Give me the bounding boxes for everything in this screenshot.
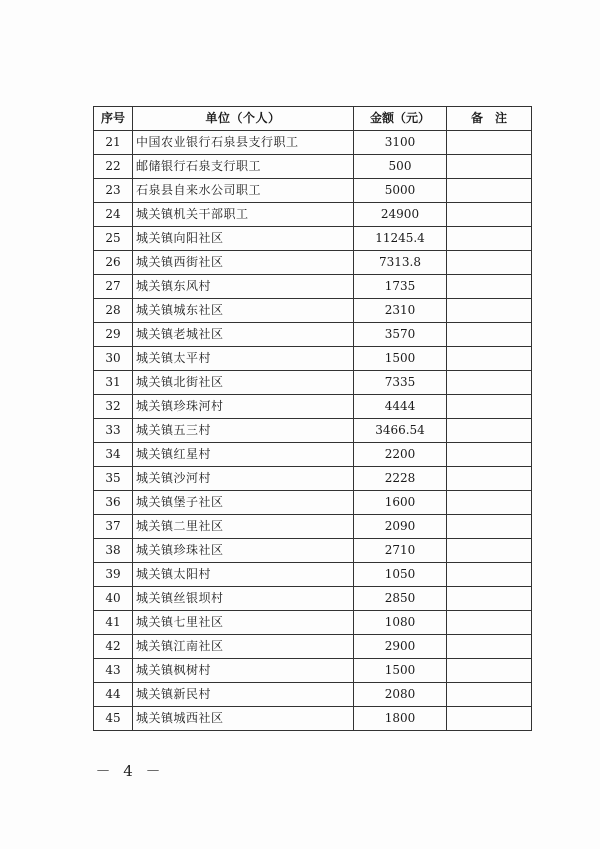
row-amount: 2850 xyxy=(354,587,447,611)
page-number: － 4 － xyxy=(95,762,165,780)
row-amount: 7335 xyxy=(354,371,447,395)
row-amount: 3466.54 xyxy=(354,419,447,443)
row-index: 31 xyxy=(94,371,133,395)
table-row xyxy=(94,467,532,491)
row-unit: 邮储银行石泉支行职工 xyxy=(133,155,354,179)
row-amount: 2900 xyxy=(354,635,447,659)
row-amount: 2200 xyxy=(354,443,447,467)
table-row xyxy=(94,155,532,179)
table-row xyxy=(94,443,532,467)
row-unit: 城关镇西街社区 xyxy=(133,251,354,275)
row-index: 21 xyxy=(94,131,133,155)
row-index: 43 xyxy=(94,659,133,683)
table-row xyxy=(94,227,532,251)
row-amount: 2228 xyxy=(354,467,447,491)
row-unit: 城关镇老城社区 xyxy=(133,323,354,347)
row-note xyxy=(447,707,532,731)
row-amount: 2710 xyxy=(354,539,447,563)
row-index: 22 xyxy=(94,155,133,179)
table-row xyxy=(94,683,532,707)
row-note xyxy=(447,539,532,563)
row-note xyxy=(447,587,532,611)
row-index: 44 xyxy=(94,683,133,707)
table-row xyxy=(94,635,532,659)
table-header-row xyxy=(94,107,532,131)
table-row xyxy=(94,299,532,323)
row-amount: 1500 xyxy=(354,347,447,371)
table-row xyxy=(94,659,532,683)
row-unit: 城关镇太阳村 xyxy=(133,563,354,587)
row-unit: 城关镇丝银坝村 xyxy=(133,587,354,611)
header-amount: 金额（元） xyxy=(354,107,447,131)
row-index: 33 xyxy=(94,419,133,443)
row-amount: 11245.4 xyxy=(354,227,447,251)
table-row xyxy=(94,539,532,563)
row-amount: 24900 xyxy=(354,203,447,227)
row-note xyxy=(447,683,532,707)
row-index: 41 xyxy=(94,611,133,635)
row-index: 23 xyxy=(94,179,133,203)
row-index: 42 xyxy=(94,635,133,659)
row-note xyxy=(447,203,532,227)
row-note xyxy=(447,659,532,683)
row-amount: 1735 xyxy=(354,275,447,299)
table-row xyxy=(94,203,532,227)
row-note xyxy=(447,155,532,179)
row-index: 39 xyxy=(94,563,133,587)
row-index: 26 xyxy=(94,251,133,275)
table-row xyxy=(94,611,532,635)
row-unit: 城关镇机关干部职工 xyxy=(133,203,354,227)
table-row xyxy=(94,707,532,731)
row-unit: 城关镇珍珠河村 xyxy=(133,395,354,419)
row-index: 32 xyxy=(94,395,133,419)
row-unit: 城关镇二里社区 xyxy=(133,515,354,539)
row-amount: 1800 xyxy=(354,707,447,731)
row-index: 38 xyxy=(94,539,133,563)
table-row xyxy=(94,587,532,611)
row-unit: 石泉县自来水公司职工 xyxy=(133,179,354,203)
row-amount: 2310 xyxy=(354,299,447,323)
table-row xyxy=(94,563,532,587)
row-note xyxy=(447,275,532,299)
row-note xyxy=(447,395,532,419)
row-amount: 5000 xyxy=(354,179,447,203)
row-index: 45 xyxy=(94,707,133,731)
row-unit: 城关镇沙河村 xyxy=(133,467,354,491)
row-index: 28 xyxy=(94,299,133,323)
table-row xyxy=(94,371,532,395)
row-amount: 1080 xyxy=(354,611,447,635)
table-row xyxy=(94,419,532,443)
row-unit: 城关镇红星村 xyxy=(133,443,354,467)
donation-table xyxy=(93,106,532,731)
row-index: 27 xyxy=(94,275,133,299)
row-note xyxy=(447,467,532,491)
table-row xyxy=(94,395,532,419)
row-note xyxy=(447,179,532,203)
row-unit: 城关镇新民村 xyxy=(133,683,354,707)
row-index: 24 xyxy=(94,203,133,227)
row-unit: 城关镇五三村 xyxy=(133,419,354,443)
row-unit: 城关镇堡子社区 xyxy=(133,491,354,515)
row-unit: 城关镇枫树村 xyxy=(133,659,354,683)
header-index: 序号 xyxy=(94,107,133,131)
row-unit: 中国农业银行石泉县支行职工 xyxy=(133,131,354,155)
row-note xyxy=(447,347,532,371)
row-note xyxy=(447,251,532,275)
row-note xyxy=(447,371,532,395)
table-row xyxy=(94,275,532,299)
table-body xyxy=(94,131,532,731)
table-row xyxy=(94,323,532,347)
row-amount: 1050 xyxy=(354,563,447,587)
row-amount: 4444 xyxy=(354,395,447,419)
row-unit: 城关镇珍珠社区 xyxy=(133,539,354,563)
row-note xyxy=(447,131,532,155)
row-note xyxy=(447,227,532,251)
table-row xyxy=(94,347,532,371)
table-row xyxy=(94,251,532,275)
table-row xyxy=(94,131,532,155)
row-amount: 500 xyxy=(354,155,447,179)
row-note xyxy=(447,563,532,587)
header-note: 备 注 xyxy=(447,107,532,131)
row-amount: 3570 xyxy=(354,323,447,347)
row-note xyxy=(447,443,532,467)
row-unit: 城关镇城西社区 xyxy=(133,707,354,731)
row-index: 35 xyxy=(94,467,133,491)
row-note xyxy=(447,611,532,635)
row-amount: 2080 xyxy=(354,683,447,707)
row-unit: 城关镇江南社区 xyxy=(133,635,354,659)
row-amount: 7313.8 xyxy=(354,251,447,275)
row-note xyxy=(447,491,532,515)
row-unit: 城关镇城东社区 xyxy=(133,299,354,323)
table-row xyxy=(94,491,532,515)
table-row xyxy=(94,515,532,539)
header-unit: 单位（个人） xyxy=(133,107,354,131)
row-index: 40 xyxy=(94,587,133,611)
row-amount: 1600 xyxy=(354,491,447,515)
row-amount: 3100 xyxy=(354,131,447,155)
row-note xyxy=(447,419,532,443)
row-unit: 城关镇东风村 xyxy=(133,275,354,299)
row-index: 25 xyxy=(94,227,133,251)
row-index: 29 xyxy=(94,323,133,347)
row-unit: 城关镇太平村 xyxy=(133,347,354,371)
row-index: 37 xyxy=(94,515,133,539)
row-unit: 城关镇向阳社区 xyxy=(133,227,354,251)
table-row xyxy=(94,179,532,203)
row-note xyxy=(447,323,532,347)
row-unit: 城关镇七里社区 xyxy=(133,611,354,635)
row-note xyxy=(447,299,532,323)
row-index: 34 xyxy=(94,443,133,467)
row-amount: 2090 xyxy=(354,515,447,539)
row-index: 30 xyxy=(94,347,133,371)
row-amount: 1500 xyxy=(354,659,447,683)
row-index: 36 xyxy=(94,491,133,515)
row-note xyxy=(447,515,532,539)
row-unit: 城关镇北街社区 xyxy=(133,371,354,395)
row-note xyxy=(447,635,532,659)
